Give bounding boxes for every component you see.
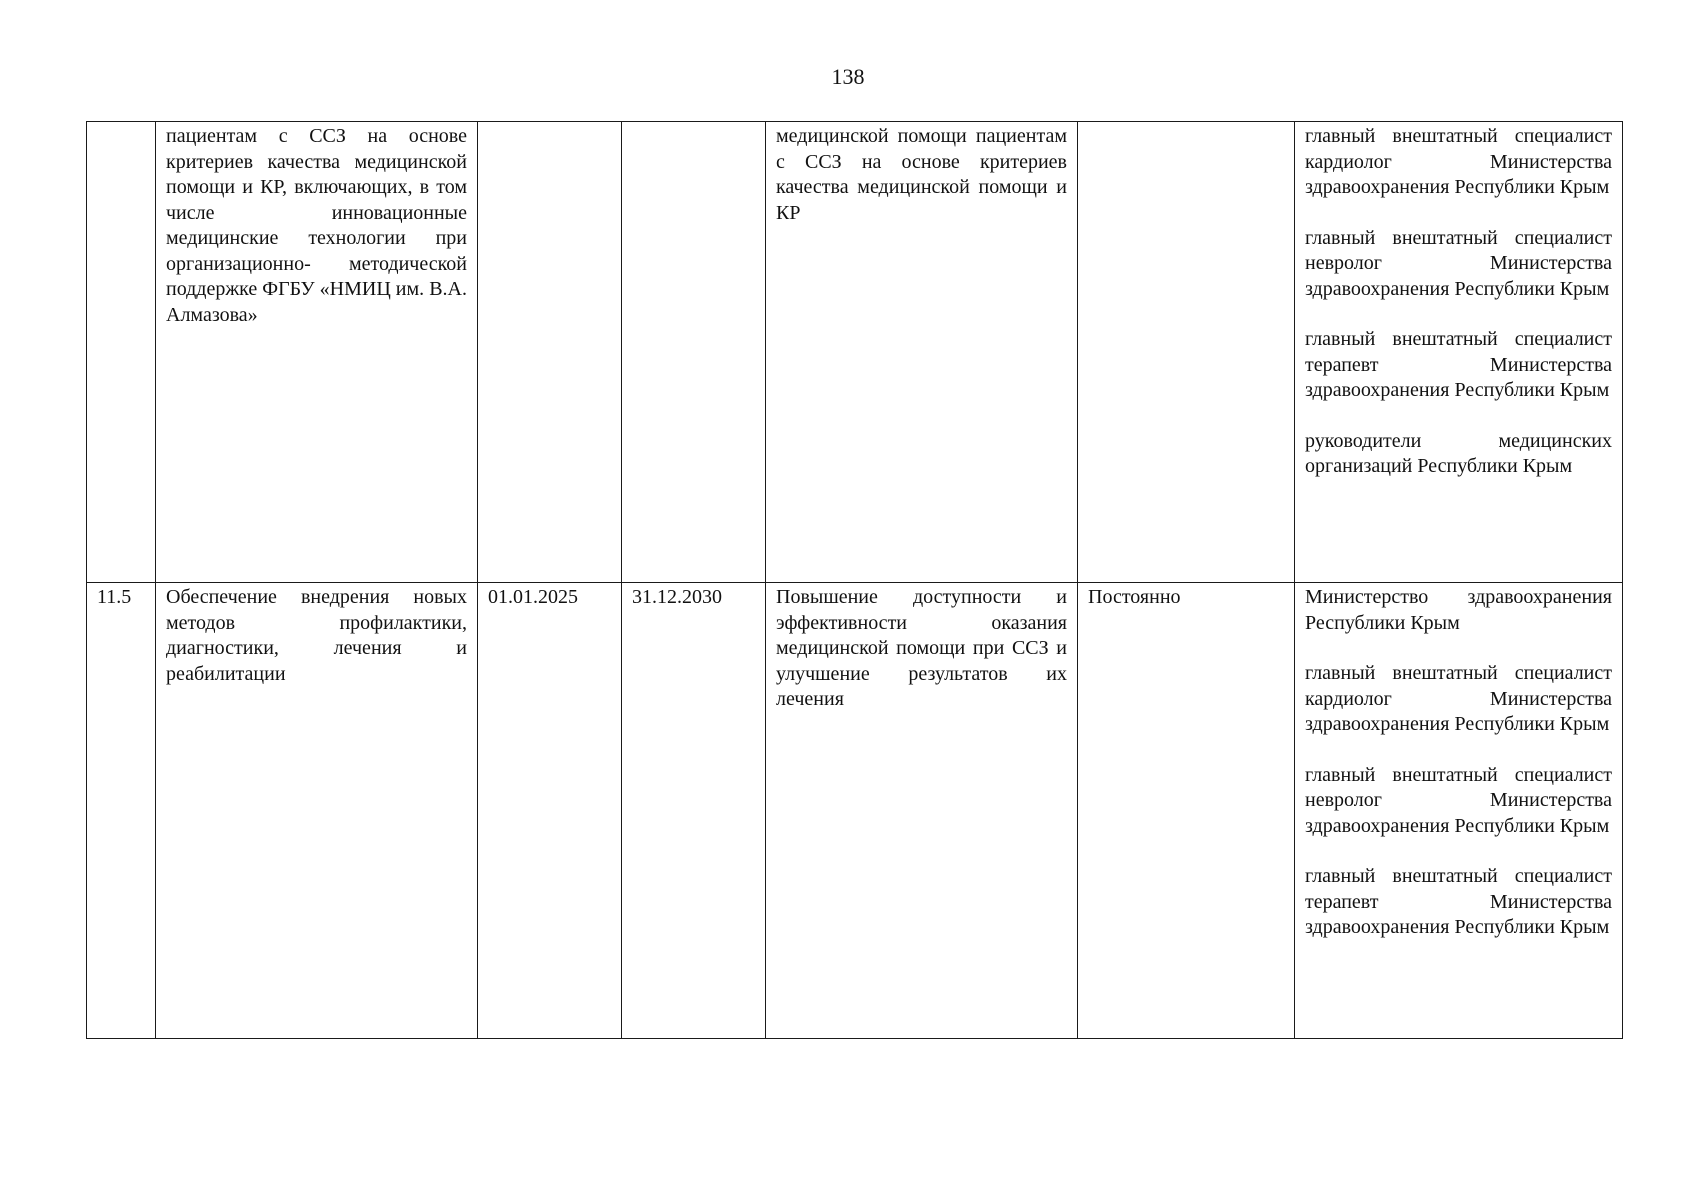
result-cell — [766, 122, 1078, 583]
responsible-item: главный внештатный специалист терапевт Министерства здравоохранения Республики Крым — [1305, 328, 1612, 401]
table-row — [87, 122, 1623, 583]
plan-table — [86, 121, 1623, 1039]
result-text: Повышение доступности и эффективности оказания медицинской помощи при ССЗ и улучшение результатов их лечения — [776, 586, 1067, 710]
result-text: медицинской помощи пациентам с ССЗ на основе критериев качества медицинской помощи и КР — [776, 125, 1067, 224]
responsible-item: главный внештатный специалист кардиолог Министерства здравоохранения Республики Крым — [1305, 662, 1612, 735]
table-row — [87, 583, 1623, 1039]
row-number-cell: 11.5 — [87, 583, 156, 1039]
responsible-cell — [1295, 583, 1623, 1039]
responsible-cell — [1295, 122, 1623, 583]
activity-cell — [156, 122, 478, 583]
responsible-item: главный внештатный специалист кардиолог Министерства здравоохранения Республики Крым — [1305, 125, 1612, 198]
result-cell — [766, 583, 1078, 1039]
frequency-cell — [1078, 122, 1295, 583]
page-number: 138 — [831, 64, 865, 89]
activity-cell — [156, 583, 478, 1039]
start-date-cell: 01.01.2025 — [478, 583, 622, 1039]
frequency-cell: Постоянно — [1078, 583, 1295, 1039]
responsible-item: главный внештатный специалист невролог Министерства здравоохранения Республики Крым — [1305, 226, 1612, 300]
start-date-cell — [478, 122, 622, 583]
activity-text: пациентам с ССЗ на основе критериев качества медицинской помощи и КР, включающих, в том числе инновационные медицинские технологии при организационно- методической поддержке ФГБУ «НМИЦ им. В.А. Алмазова» — [166, 125, 467, 326]
end-date-cell: 31.12.2030 — [622, 583, 766, 1039]
responsible-item: главный внештатный специалист терапевт Министерства здравоохранения Республики Крым — [1305, 865, 1612, 938]
responsible-item: руководители медицинских организаций Республики Крым — [1305, 429, 1612, 477]
responsible-item: главный внештатный специалист невролог Министерства здравоохранения Республики Крым — [1305, 763, 1612, 837]
activity-text: Обеспечение внедрения новых методов профилактики, диагностики, лечения и реабилитации — [166, 586, 467, 685]
end-date-cell — [622, 122, 766, 583]
responsible-item: Министерство здравоохранения Республики Крым — [1305, 586, 1612, 634]
row-number-cell — [87, 122, 156, 583]
